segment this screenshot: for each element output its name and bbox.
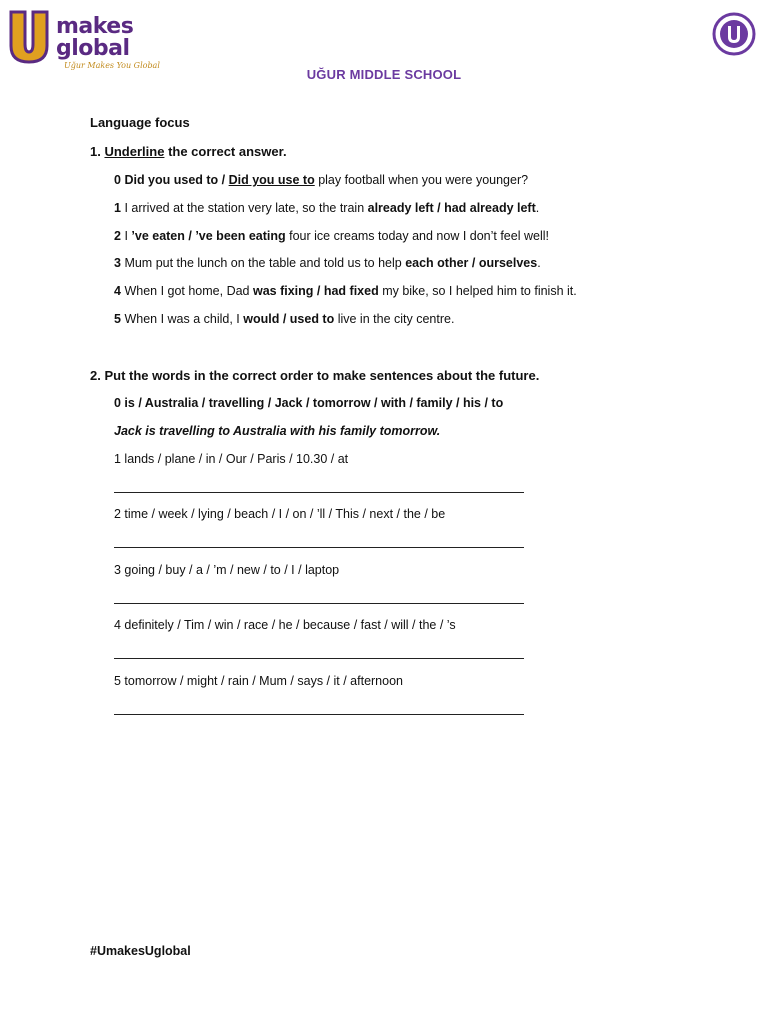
- option-b: had already left: [444, 201, 536, 215]
- option-a: Did you used to: [124, 173, 219, 187]
- logo-word-makes: makes: [56, 14, 134, 39]
- item-number: 1: [114, 201, 121, 215]
- ex1-item-4: [114, 284, 577, 298]
- answer-line-3[interactable]: [114, 603, 524, 604]
- exercise-1-instruction: [90, 144, 287, 159]
- item-rest: four ice creams today and now I don’t feel well!: [285, 229, 549, 243]
- school-title: UĞUR MIDDLE SCHOOL: [306, 67, 462, 82]
- ex2-example-words: 0 is / Australia / travelling / Jack / tomorrow / with / family / his / to: [114, 396, 504, 410]
- option-b: used to: [289, 312, 335, 326]
- option-a: already left: [367, 201, 434, 215]
- ex2-item-3: 3 going / buy / a / ’m / new / to / I / laptop: [114, 563, 340, 577]
- ex2-example-answer: Jack is travelling to Australia with his family tomorrow.: [114, 424, 441, 438]
- item-rest: .: [537, 256, 541, 270]
- item-pre: When I was a child, I: [124, 312, 244, 326]
- logo-word-global: global: [56, 36, 130, 61]
- ex1-item-0: [114, 173, 528, 187]
- option-b: had fixed: [323, 284, 379, 298]
- footer-hashtag: #UmakesUglobal: [90, 944, 191, 958]
- umakesuglobal-logo: [8, 10, 160, 74]
- exercise-1-number: 1.: [90, 144, 101, 159]
- option-a: would: [243, 312, 280, 326]
- option-separator: /: [468, 256, 479, 270]
- item-pre: I: [124, 229, 132, 243]
- option-separator: /: [184, 229, 196, 243]
- answer-line-1[interactable]: [114, 492, 524, 493]
- item-number: 5: [114, 312, 121, 326]
- option-separator: /: [218, 173, 229, 187]
- logo-tagline: Uğur Makes You Global: [64, 61, 160, 70]
- option-separator: /: [313, 284, 324, 298]
- item-number: 3: [114, 256, 121, 270]
- item-rest: play football when you were younger?: [314, 173, 529, 187]
- instruction-underline-word: Underline: [104, 144, 165, 159]
- u-logo-icon: [8, 10, 50, 64]
- option-separator: /: [433, 201, 445, 215]
- exercise-2-text: Put the words in the correct order to make sentences about the future.: [104, 368, 540, 383]
- option-b: ourselves: [478, 256, 538, 270]
- ex2-item-4: 4 definitely / Tim / win / race / he / because / fast / will / the / ’s: [114, 618, 456, 632]
- answer-line-4[interactable]: [114, 658, 524, 659]
- option-b: Did you use to: [228, 173, 315, 187]
- ex2-item-1: 1 lands / plane / in / Our / Paris / 10.30 / at: [114, 452, 349, 466]
- ex2-item-5: 5 tomorrow / might / rain / Mum / says / it / afternoon: [114, 674, 403, 688]
- item-rest: my bike, so I helped him to finish it.: [378, 284, 577, 298]
- item-number: 2: [114, 229, 121, 243]
- section-label: Language focus: [90, 115, 190, 130]
- item-number: 4: [114, 284, 121, 298]
- ex1-item-1: [114, 201, 539, 215]
- option-a: was fixing: [252, 284, 314, 298]
- ex1-item-2: [114, 229, 549, 243]
- option-separator: /: [279, 312, 290, 326]
- ex1-item-3: [114, 256, 541, 270]
- school-seal-icon: [712, 12, 756, 56]
- item-pre: When I got home, Dad: [124, 284, 253, 298]
- ex1-item-5: [114, 312, 454, 326]
- instruction-rest: the correct answer.: [168, 144, 287, 159]
- option-b: ’ve been eating: [195, 229, 286, 243]
- item-number: 0: [114, 173, 121, 187]
- answer-line-5[interactable]: [114, 714, 524, 715]
- item-pre: I arrived at the station very late, so the train: [124, 201, 368, 215]
- option-a: each other: [405, 256, 469, 270]
- ex2-item-2: 2 time / week / lying / beach / I / on / ’ll / This / next / the / be: [114, 507, 446, 521]
- item-pre: Mum put the lunch on the table and told us to help: [124, 256, 406, 270]
- answer-line-2[interactable]: [114, 547, 524, 548]
- exercise-2-instruction: [90, 368, 539, 383]
- item-rest: live in the city centre.: [334, 312, 455, 326]
- option-a: ’ve eaten: [131, 229, 185, 243]
- exercise-2-number: 2.: [90, 368, 101, 383]
- item-rest: .: [535, 201, 540, 215]
